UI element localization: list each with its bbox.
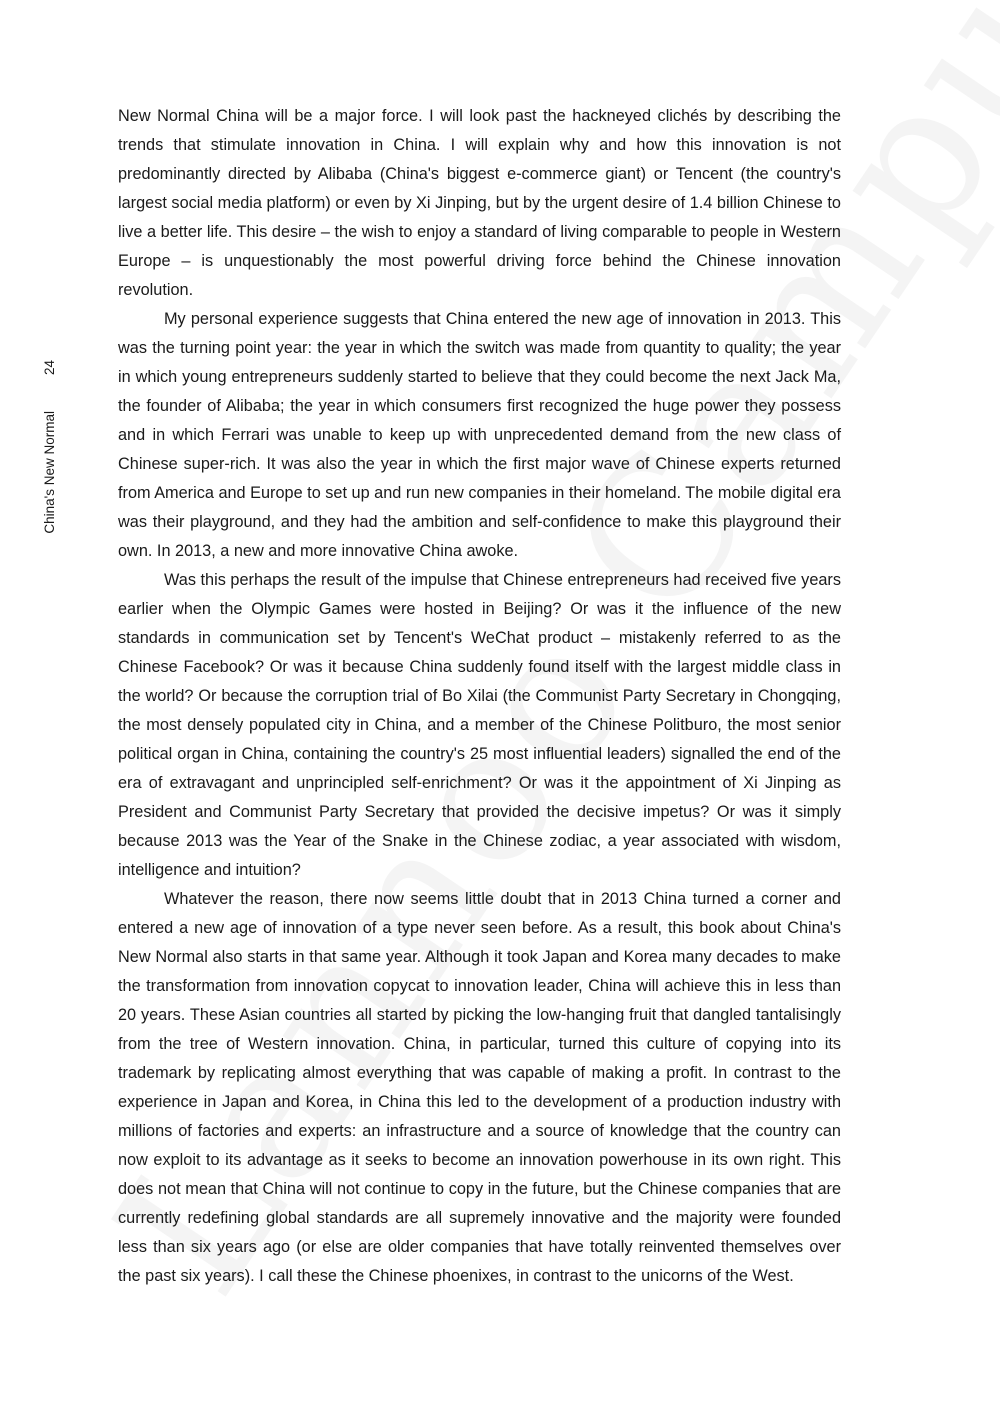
paragraph-3: Was this perhaps the result of the impulse that Chinese entrepreneurs had received five years earlier when the Olympic Games were hosted in Beijing? Or was it the influence of the new standards in communication set by Tencent's WeChat product – mistakenly referred to as the Chinese Facebook? Or was it because China suddenly found itself with the largest middle class in the world? Or because the corruption trial of Bo Xilai (the Communist Party Secretary in Chongqing, the most densely populated city in China, and a member of the Chinese Politburo, the most senior political organ in China, containing the country's 25 most influential leaders) signalled the end of the era of extravagant and unprincipled self-enrichment? Or was it the appointment of Xi Jinping as President and Communist Party Secretary that provided the decisive impetus? Or was it simply because 2013 was the Year of the Snake in the Chinese zodiac, a year associated with wisdom, intelligence and intuition?	[118, 571, 841, 879]
paragraph-4: Whatever the reason, there now seems little doubt that in 2013 China turned a corner and entered a new age of innovation of a type never seen before. As a result, this book about China's New Normal also starts in that same year. Although it took Japan and Korea many decades to make the transformation from innovation copycat to innovation leader, China will achieve this in less than 20 years. These Asian countries all started by picking the low-hanging fruit that dangled tantalisingly from the tree of Western innovation. China, in particular, turned this culture of copying into its trademark by replicating almost everything that was capable of making a profit. In contrast to the experience in Japan and Korea, in China this led to the development of a production industry with millions of factories and experts: an infrastructure and a source of knowledge that the country can now exploit to its advantage as it seeks to become an innovation powerhouse in its own right. This does not mean that China will not continue to copy in the future, but the Chinese companies that are currently redefining global standards are all supremely innovative and the majority were founded less than six years ago (or else are older companies that have totally reinvented themselves over the past six years). I call these the Chinese phoenixes, in contrast to the unicorns of the West.	[118, 890, 841, 1285]
page-number: 24	[41, 360, 57, 376]
paragraph-2: My personal experience suggests that China entered the new age of innovation in 2013. This was the turning point year: the year in which the switch was made from quantity to quality; the year in which young entrepreneurs suddenly started to believe that they could become the next Jack Ma, the founder of Alibaba; the year in which consumers first recognized the huge power they possess and in which Ferrari was unable to keep up with unprecedented demand from the new class of Chinese super-rich. It was also the year in which the first major wave of Chinese experts returned from America and Europe to set up and run new companies in their homeland. The mobile digital era was their playground, and they had the ambition and self-confidence to make this playground their own. In 2013, a new and more innovative China awoke.	[118, 310, 841, 560]
running-head	[36, 360, 62, 600]
body-text	[118, 102, 841, 1291]
paragraph-1: New Normal China will be a major force. I will look past the hackneyed clichés by describing the trends that stimulate innovation in China. I will explain why and how this innovation is not predominantly directed by Alibaba (China's biggest e-commerce giant) or Tencent (the country's largest social media platform) or even by Xi Jinping, but by the urgent desire of 1.4 billion Chinese to live a better life. This desire – the wish to enjoy a standard of living comparable to people in Western Europe – is unquestionably the most powerful driving force behind the Chinese innovation revolution.	[118, 107, 841, 299]
book-title: China's New Normal	[41, 411, 57, 534]
running-head-inner	[36, 360, 62, 600]
